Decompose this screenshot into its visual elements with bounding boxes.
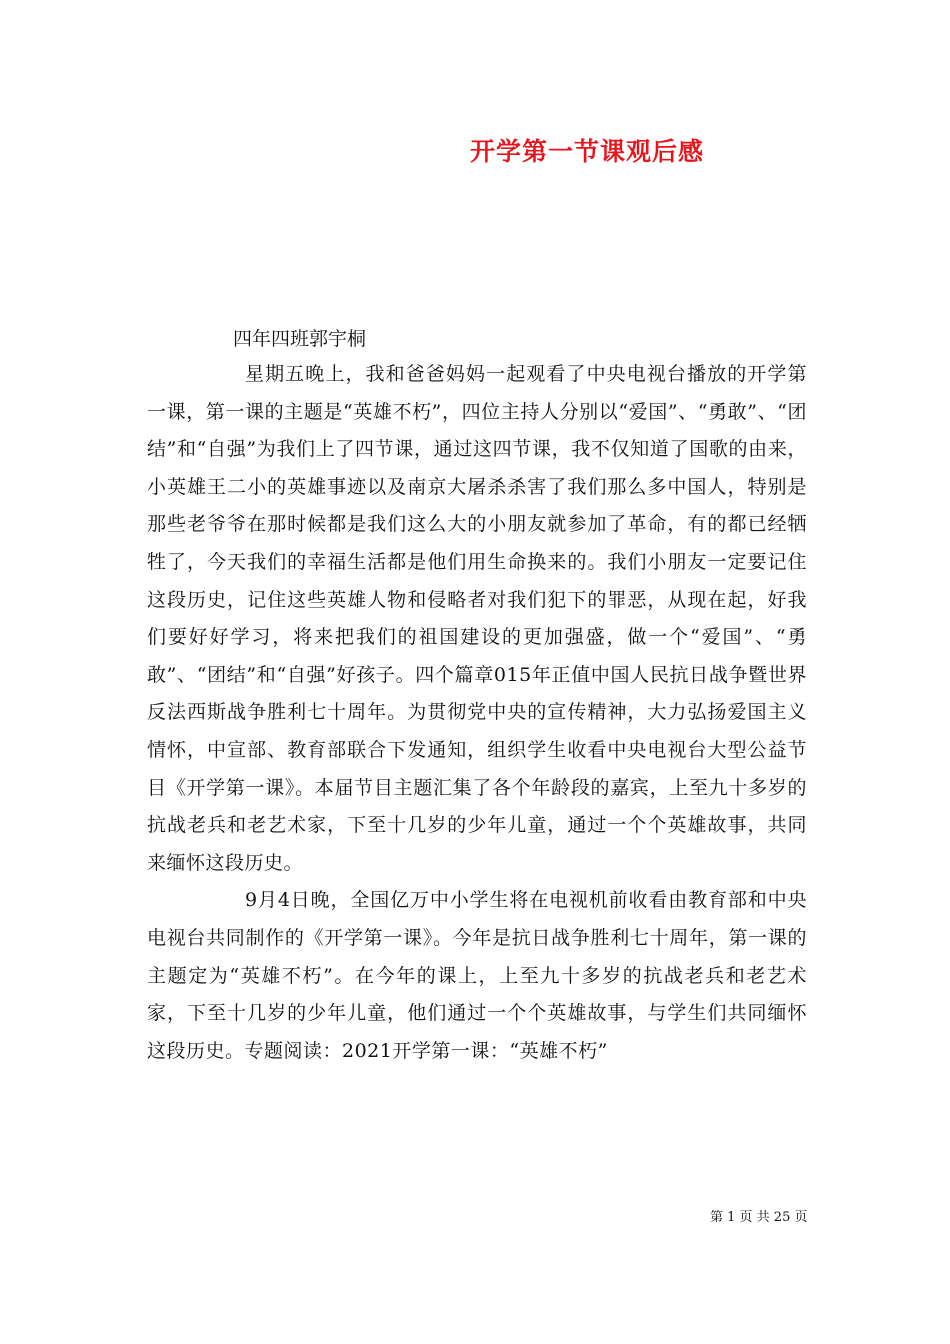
author-line: 四年四班郭宇桐 (233, 328, 367, 350)
page-footer: 第 1 页 共 25 页 (710, 1210, 808, 1225)
document-body (147, 356, 807, 1070)
paragraph-2: 9月4日晚，全国亿万中小学生将在电视机前收看由教育部和中央电视台共同制作的《开学第一课》。今年是抗日战争胜利七十周年，第一课的主题定为“英雄不朽”。在今年的课上，上至九十多岁的抗战老兵和老艺术家，下至十几岁的少年儿童，他们通过一个个英雄故事，与学生们共同缅怀这段历史。专题阅读：2021开学第一课：“英雄不朽” (147, 889, 807, 1062)
paragraph-1: 星期五晚上，我和爸爸妈妈一起观看了中央电视台播放的开学第一课，第一课的主题是“英雄不朽”，四位主持人分别以“爱国”、“勇敢”、“团结”和“自强”为我们上了四节课，通过这四节课，我不仅知道了国歌的由来，小英雄王二小的英雄事迹以及南京大屠杀杀害了我们那么多中国人，特别是那些老爷爷在那时候都是我们这么大的小朋友就参加了革命，有的都已经牺牲了，今天我们的幸福生活都是他们用生命换来的。我们小朋友一定要记住这段历史，记住这些英雄人物和侵略者对我们犯下的罪恶，从现在起，好我们要好好学习，将来把我们的祖国建设的更加强盛，做一个“爱国”、“勇敢”、“团结”和“自强”好孩子。四个篇章015年正值中国人民抗日战争暨世界反法西斯战争胜利七十周年。为贯彻党中央的宣传精神，大力弘扬爱国主义情怀，中宣部、教育部联合下发通知，组织学生收看中央电视台大型公益节目《开学第一课》。本届节目主题汇集了各个年龄段的嘉宾，上至九十多岁的抗战老兵和老艺术家，下至十几岁的少年儿童，通过一个个英雄故事，共同来缅怀这段历史。 (147, 363, 807, 874)
document-title: 开学第一节课观后感 (470, 137, 705, 166)
